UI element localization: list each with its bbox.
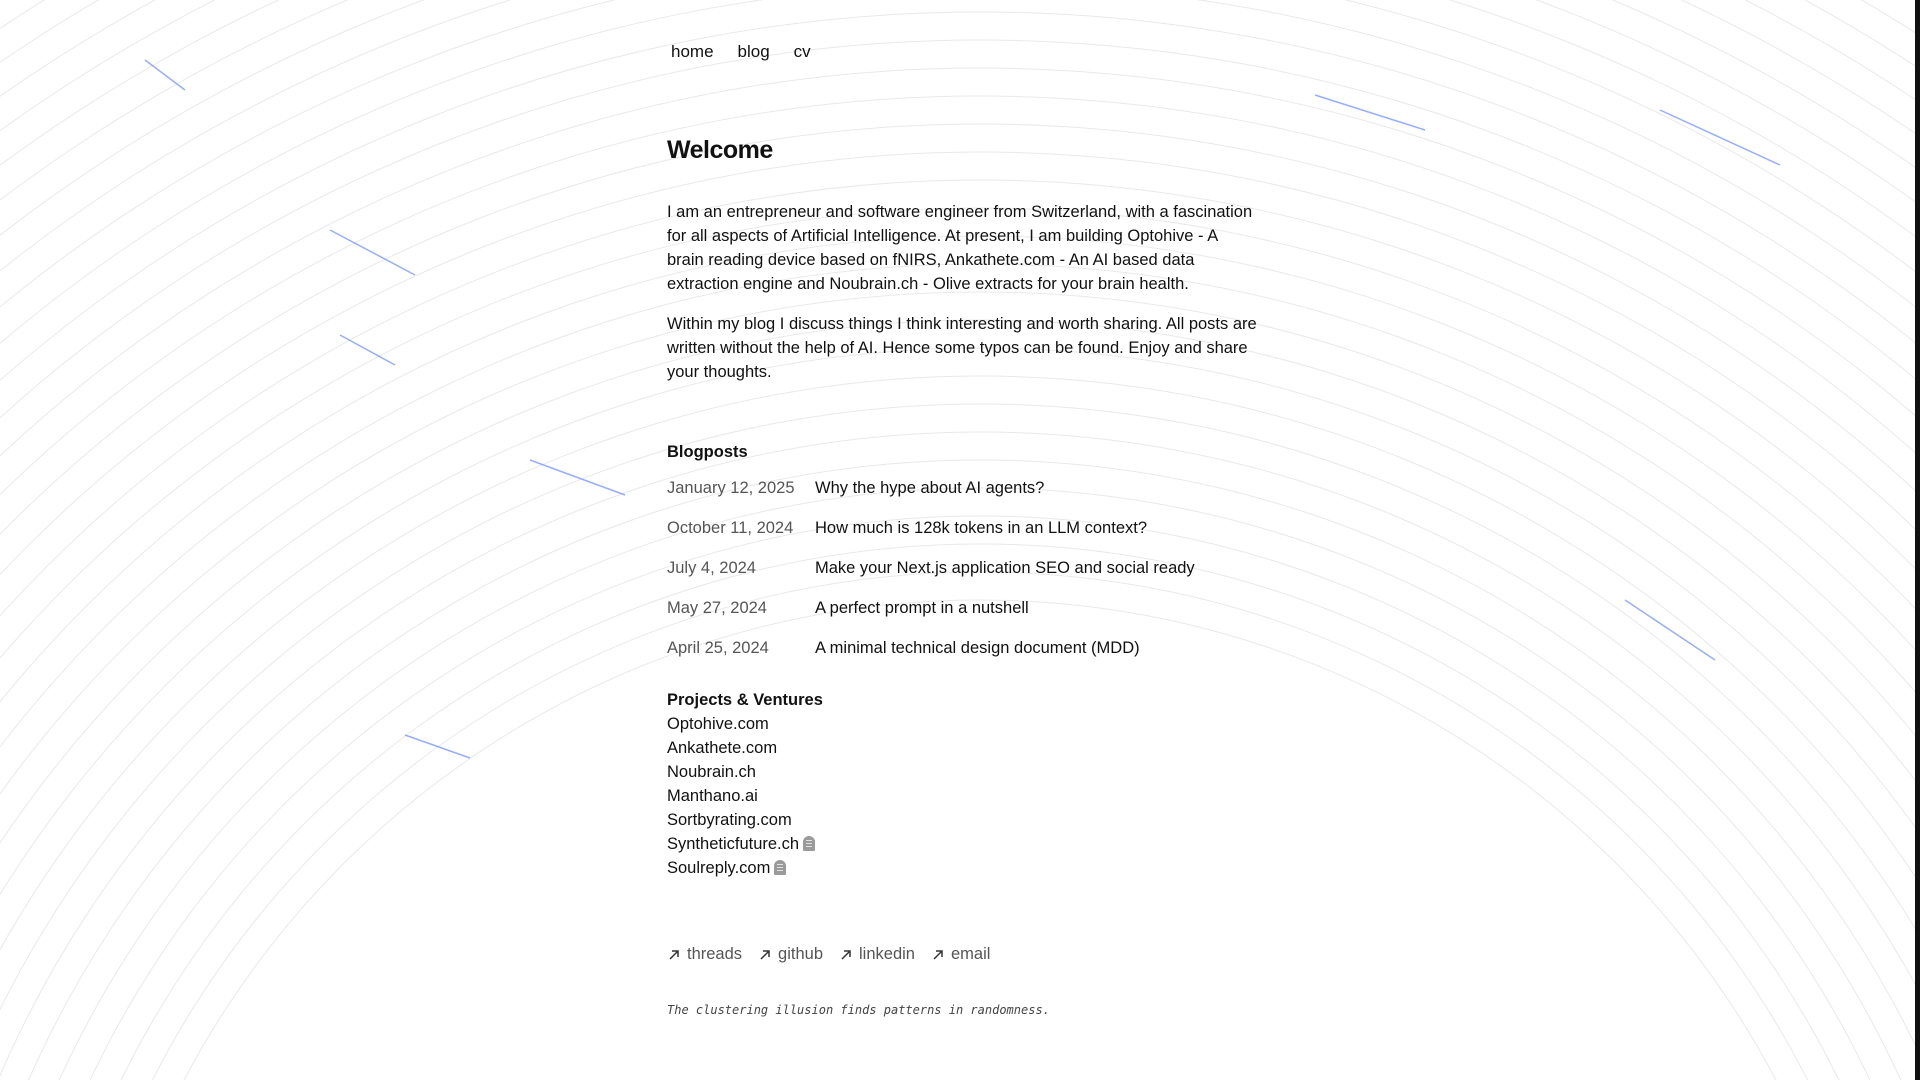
blogpost-row[interactable]: [667, 628, 1257, 668]
link-label: email: [950, 945, 991, 963]
post-date: October 11, 2024: [667, 518, 794, 537]
background-streak: [1660, 110, 1780, 165]
arrow-up-right-icon: [931, 948, 945, 962]
scrollbar[interactable]: [1915, 0, 1920, 1080]
link-label: linkedin: [859, 945, 915, 963]
project-name: Ankathete.com: [667, 739, 778, 757]
projects-section: [667, 688, 1257, 880]
project-link-soulreply[interactable]: [667, 856, 1257, 880]
arrow-up-right-icon: [758, 948, 772, 962]
nav-blog-link[interactable]: blog: [737, 42, 770, 61]
background-streak: [330, 230, 415, 275]
post-title: Make your Next.js application SEO and social ready: [815, 558, 1195, 577]
intro-section: [667, 200, 1257, 400]
projects-heading: Projects & Ventures: [667, 691, 823, 709]
background-streak: [405, 735, 470, 758]
blogpost-row[interactable]: [667, 508, 1257, 548]
project-name: Syntheticfuture.ch: [667, 835, 800, 853]
arrow-up-right-icon: [839, 948, 853, 962]
post-date: January 12, 2025: [667, 478, 795, 497]
project-link-sortbyrating[interactable]: [667, 808, 1257, 832]
social-links: [667, 945, 990, 964]
linkedin-link[interactable]: [839, 945, 915, 964]
github-link[interactable]: [758, 945, 823, 964]
intro-paragraph: I am an entrepreneur and software engineer from Switzerland, with a fascination for all aspects of Artificial Intelligence. At present, I am building Optohive - A brain reading device based on fNIRS, Ankathete.com - An AI based data extraction engine and Noubrain.ch - Olive extracts for your brain health.: [667, 203, 1253, 293]
background-streak: [530, 460, 625, 495]
project-name: Soulreply.com: [667, 859, 771, 877]
email-link[interactable]: [931, 945, 990, 964]
intro-paragraph: Within my blog I discuss things I think interesting and worth sharing. All posts are written without the help of AI. Hence some typos can be found. Enjoy and share your thoughts.: [667, 315, 1257, 381]
project-link-syntheticfuture[interactable]: [667, 832, 1257, 856]
post-title: A minimal technical design document (MDD): [815, 638, 1140, 657]
project-name: Manthano.ai: [667, 787, 758, 805]
project-link-ankathete[interactable]: [667, 736, 1257, 760]
project-link-noubrain[interactable]: [667, 760, 1257, 784]
post-date: April 25, 2024: [667, 638, 769, 657]
link-label: github: [778, 945, 824, 963]
link-label: threads: [687, 945, 743, 963]
threads-link[interactable]: [667, 945, 742, 964]
page-title: Welcome: [667, 136, 773, 164]
project-name: Optohive.com: [667, 715, 769, 733]
project-link-optohive[interactable]: [667, 712, 1257, 736]
post-title: A perfect prompt in a nutshell: [815, 598, 1029, 617]
top-navigation: [671, 42, 811, 62]
post-title: Why the hype about AI agents?: [815, 478, 1045, 497]
post-title: How much is 128k tokens in an LLM context?: [815, 518, 1148, 537]
background-streak: [1625, 600, 1715, 660]
nav-home-link[interactable]: home: [671, 42, 714, 61]
blogpost-row[interactable]: [667, 588, 1257, 628]
background-streak: [340, 335, 395, 365]
footer-quote: The clustering illusion finds patterns in randomness.: [667, 1003, 1050, 1017]
arrow-up-right-icon: [667, 948, 681, 962]
headstone-icon: [774, 860, 786, 875]
blogpost-row[interactable]: [667, 468, 1257, 508]
nav-cv-link[interactable]: cv: [793, 42, 811, 61]
post-date: May 27, 2024: [667, 598, 767, 617]
background-streak: [145, 60, 185, 90]
blogpost-row[interactable]: [667, 548, 1257, 588]
background-streak: [1315, 95, 1425, 130]
post-date: July 4, 2024: [667, 558, 756, 577]
project-link-manthano[interactable]: [667, 784, 1257, 808]
blogposts-section: [667, 440, 1257, 668]
project-name: Noubrain.ch: [667, 763, 756, 781]
blogposts-heading: Blogposts: [667, 443, 748, 461]
headstone-icon: [803, 836, 815, 851]
project-name: Sortbyrating.com: [667, 811, 792, 829]
